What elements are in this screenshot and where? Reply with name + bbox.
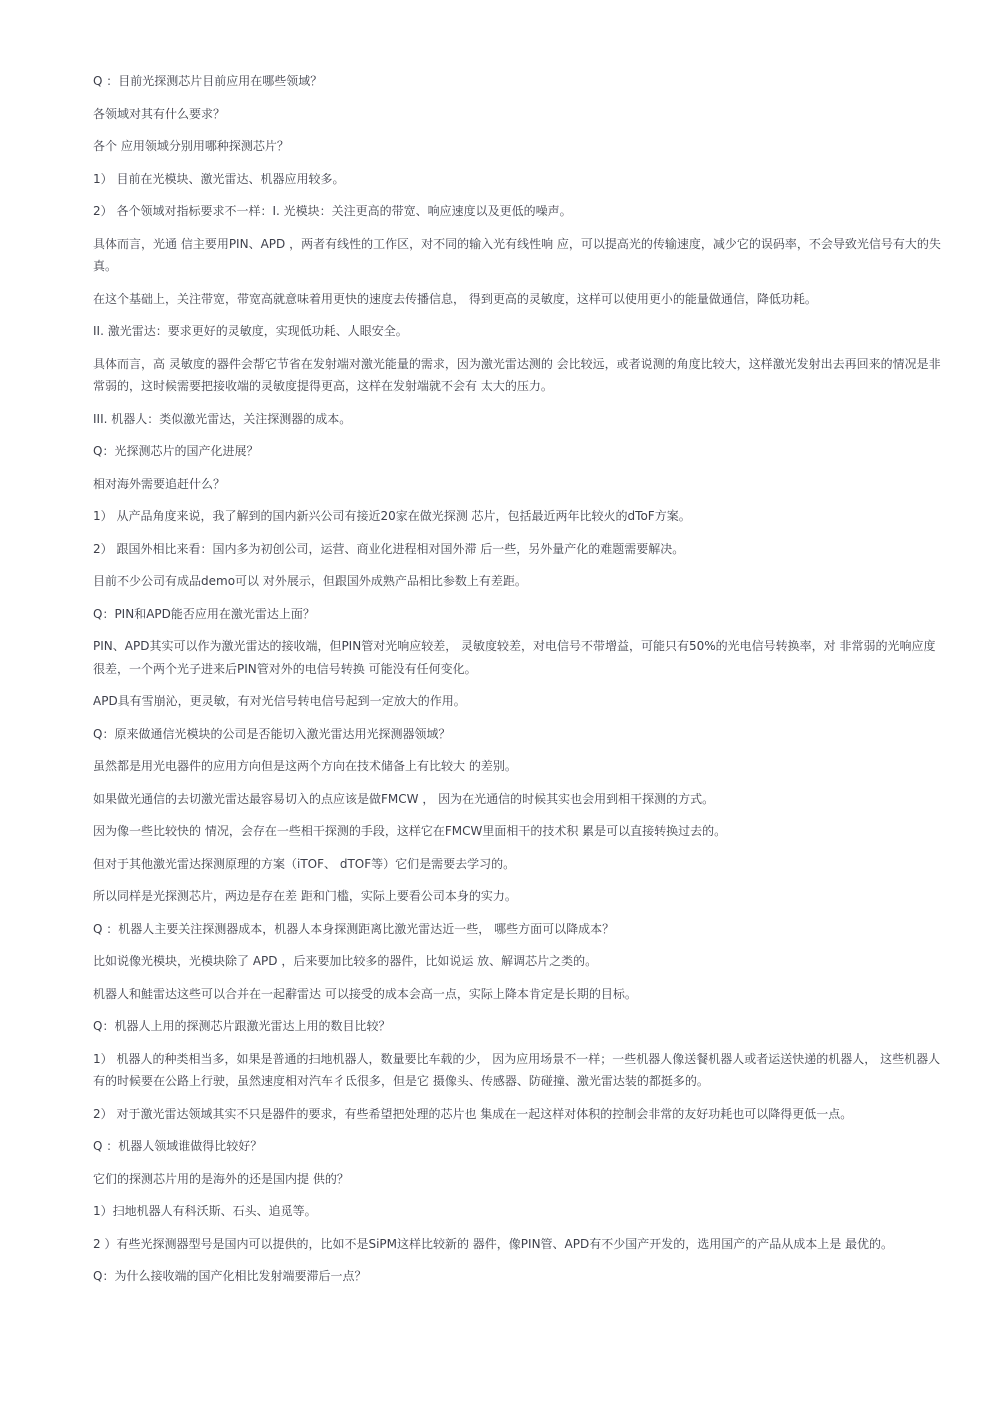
paragraph-16: Q：PIN和APD能否应用在激光雷达上面？ <box>93 606 315 621</box>
paragraph-27: 机器人和鮭雷达这些可以合并在一起辭雷达 可以接受的成本会高一点，实际上降本肯定是长期的目标。 <box>93 986 637 1001</box>
paragraph-33: 1）扫地机器人有科沃斯、石头、追觅等。 <box>93 1204 317 1218</box>
paragraph-7: 在这个基础上，关注带宽，带宽高就意味着用更快的速度去传播信息， 得到更高的灵敏度，这样可以使用更小的能量做通信，降低功耗。 <box>93 291 817 306</box>
paragraph-10: III. 机器人：类似激光雷达，关注探测器的成本。 <box>93 411 352 426</box>
paragraph-18: APD具有雪崩沁，更灵敏，有对光信号转电信号起到一定放大的作用。 <box>93 694 466 708</box>
paragraph-35: Q：为什么接收端的国产化相比发射端要滞后一点？ <box>93 1269 367 1283</box>
paragraph-25: Q ：机器人主要关注探测器成本，机器人本身探测距离比激光雷达近一些， 哪些方面可以降成本？ <box>93 921 615 936</box>
paragraph-8: II. 激光雷达：要求更好的灵敏度，实现低功耗、人眼安全。 <box>93 324 408 338</box>
paragraph-29: 1） 机器人的种类相当多，如果是普通的扫地机器人，数量要比车载的少， 因为应用场景不一样；一些机器人像送餐机器人或者运送快递的机器人， 这些机器人有的时候要在公路上行驶，虽然速度相对汽车彳氐很多，但是它 摄像头、传感器、防碰撞、激光雷达装的都挺多的。 <box>93 1051 941 1088</box>
paragraph-24: 所以同样是光探测芯片，两边是存在差 距和门槛，实际上要看公司本身的实力。 <box>93 889 517 903</box>
paragraph-2: 各领域对其有什么要求？ <box>93 106 226 121</box>
document-body <box>93 70 941 1298</box>
paragraph-28: Q：机器人上用的探测芯片跟激光雷达上用的数目比较？ <box>93 1019 391 1033</box>
paragraph-3: 各个 应用领域分别用哪种探测芯片？ <box>93 139 289 153</box>
paragraph-20: 虽然都是用光电器件的应用方向但是这两个方向在技术储备上有比较大 的差别。 <box>93 759 517 773</box>
paragraph-30: 2） 对于激光雷达领域其实不只是器件的要求，有些希望把处理的芯片也 集成在一起这样对体积的控制会非常的友好功耗也可以降得更低一点。 <box>93 1106 853 1121</box>
paragraph-11: Q：光探测芯片的国产化进展？ <box>93 444 259 458</box>
paragraph-15: 目前不少公司有成品demo可以 对外展示，但跟国外成熟产品相比参数上有差距。 <box>93 574 527 588</box>
paragraph-21: 如果做光通信的去切激光雷达最容易切入的点应该是做FMCW ， 因为在光通信的时候其实也会用到相干探测的方式。 <box>93 791 715 806</box>
paragraph-34: 2 ）有些光探测器型号是国内可以提供的，比如不是SiPM这样比较新的 器件，像PIN管、APD有不少国产开发的，选用国产的产品从成本上是 最优的。 <box>93 1236 894 1251</box>
paragraph-5: 2） 各个领域对指标要求不一样：I. 光模块：关注更高的带宽、响应速度以及更低的噪声。 <box>93 204 572 218</box>
paragraph-23: 但对于其他激光雷达探测原理的方案（iTOF、 dTOF等）它们是需要去学习的。 <box>93 856 516 871</box>
paragraph-4: 1） 目前在光模块、激光雷达、机器应用较多。 <box>93 171 345 186</box>
paragraph-19: Q：原来做通信光模块的公司是否能切入激光雷达用光探测器领域？ <box>93 726 451 741</box>
paragraph-22: 因为像一些比较快的 情况，会存在一些相干探测的手段，这样它在FMCW里面相干的技术积 累是可以直接转换过去的。 <box>93 824 727 838</box>
paragraph-13: 1） 从产品角度来说，我了解到的国内新兴公司有接近20家在做光探测 芯片，包括最近两年比较火的dToF方案。 <box>93 509 691 523</box>
paragraph-12: 相对海外需要追赶什么？ <box>93 476 226 491</box>
paragraph-32: 它们的探测芯片用的是海外的还是国内提 供的？ <box>93 1171 349 1186</box>
paragraph-26: 比如说像光模块，光模块除了 APD ，后来要加比较多的器件，比如说运 放、解调芯片之类的。 <box>93 954 598 968</box>
paragraph-1: Q ：目前光探测芯片目前应用在哪些领域？ <box>93 74 323 88</box>
paragraph-14: 2） 跟国外相比来看：国内多为初创公司，运营、商业化进程相对国外滞 后一些，另外量产化的难题需要解决。 <box>93 541 685 556</box>
paragraph-6: 具体而言，光通 信主要用PIN、APD ，两者有线性的工作区，对不同的输入光有线性响 应，可以提高光的传输速度，减少它的误码率，不会导致光信号有大的失 真。 <box>93 236 941 273</box>
paragraph-9: 具体而言，高 灵敏度的器件会帮它节省在发射端对激光能量的需求，因为激光雷达测的 会比较远，或者说测的角度比较大，这样激光发射出去再回来的情况是非 常弱的，这时候需要把接收端的灵敏度提得更高，这样在发射端就不会有 太大的压力。 <box>93 356 941 393</box>
paragraph-17: PIN、APD其实可以作为激光雷达的接收端，但PIN管对光响应较差， 灵敏度较差，对电信号不带增益，可能只有50%的光电信号转换率，对 非常弱的光响应度很差，一个两个光子进来后PIN管对外的电信号转换 可能没有任何变化。 <box>93 639 936 676</box>
paragraph-31: Q ：机器人领域谁做得比较好？ <box>93 1139 263 1153</box>
